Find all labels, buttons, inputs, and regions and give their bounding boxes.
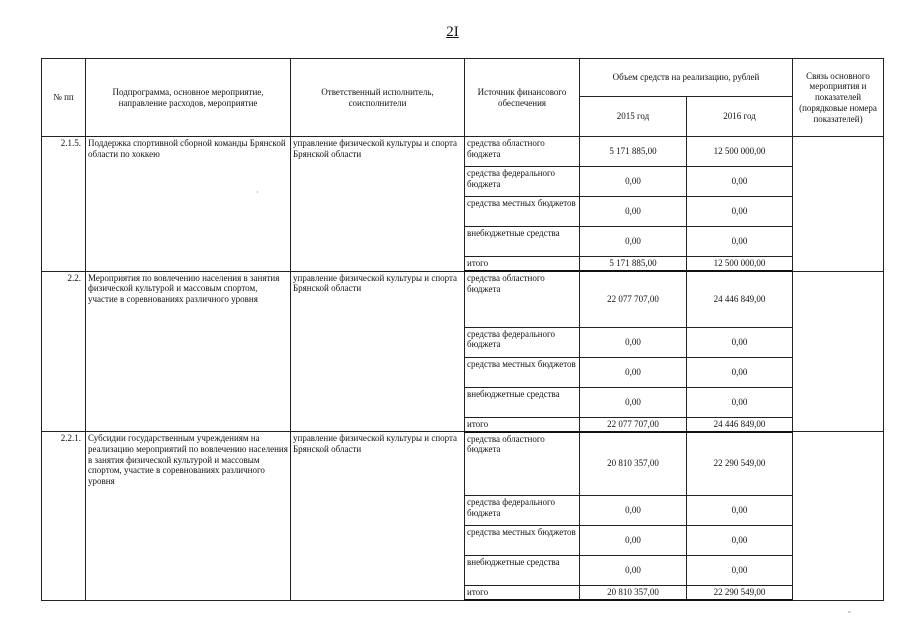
value-2015: 0,00 — [580, 556, 687, 586]
value-2016: 22 290 549,00 — [687, 432, 793, 496]
value-2016: 0,00 — [687, 327, 793, 357]
total-2016: 24 446 849,00 — [687, 417, 793, 432]
budget-table — [41, 58, 884, 601]
value-2015: 0,00 — [580, 197, 687, 227]
total-label: итого — [465, 257, 580, 272]
header-program: Подпрограмма, основное мероприятие, направление расходов, мероприятие — [86, 59, 291, 137]
total-2015: 20 810 357,00 — [580, 586, 687, 601]
source-cell: средства федерального бюджета — [465, 496, 580, 526]
value-2015: 5 171 885,00 — [580, 137, 687, 167]
total-2016: 12 500 000,00 — [687, 257, 793, 272]
value-2016: 0,00 — [687, 357, 793, 387]
executor-cell: управление физической культуры и спорта Брянской области — [291, 137, 465, 272]
row-number: 2.2. — [42, 271, 86, 432]
scan-speck: ˇ — [848, 610, 851, 619]
header-link: Связь основного мероприятия и показателей (порядковые номера показателей) — [793, 59, 884, 137]
source-cell: средства местных бюджетов — [465, 197, 580, 227]
total-2015: 5 171 885,00 — [580, 257, 687, 272]
value-2015: 0,00 — [580, 227, 687, 257]
link-cell — [793, 432, 884, 601]
value-2015: 0,00 — [580, 387, 687, 417]
page-number: 2I — [446, 24, 459, 40]
header-source: Источник финансового обеспечения — [465, 59, 580, 137]
value-2016: 0,00 — [687, 526, 793, 556]
total-2015: 22 077 707,00 — [580, 417, 687, 432]
source-cell: средства областного бюджета — [465, 271, 580, 327]
value-2016: 0,00 — [687, 197, 793, 227]
link-cell — [793, 137, 884, 272]
value-2015: 22 077 707,00 — [580, 271, 687, 327]
row-number: 2.2.1. — [42, 432, 86, 601]
value-2015: 0,00 — [580, 327, 687, 357]
scan-speck: · — [256, 188, 259, 197]
header-year-2015: 2015 год — [580, 97, 687, 137]
value-2016: 0,00 — [687, 227, 793, 257]
total-2016: 22 290 549,00 — [687, 586, 793, 601]
value-2016: 0,00 — [687, 556, 793, 586]
source-cell: средства областного бюджета — [465, 432, 580, 496]
source-cell: внебюджетные средства — [465, 227, 580, 257]
executor-cell: управление физической культуры и спорта Брянской области — [291, 432, 465, 601]
total-label: итого — [465, 417, 580, 432]
activity-title: Поддержка спортивной сборной команды Брянской области по хоккею — [86, 137, 291, 272]
value-2016: 0,00 — [687, 387, 793, 417]
header-num: № пп — [42, 59, 86, 137]
source-cell: средства местных бюджетов — [465, 357, 580, 387]
total-label: итого — [465, 586, 580, 601]
header-year-2016: 2016 год — [687, 97, 793, 137]
value-2015: 0,00 — [580, 357, 687, 387]
value-2016: 0,00 — [687, 496, 793, 526]
value-2016: 0,00 — [687, 167, 793, 197]
activity-title: Мероприятия по вовлечению населения в занятия физической культурой и массовым спортом, участие в соревнованиях различного уровня — [86, 271, 291, 432]
value-2016: 12 500 000,00 — [687, 137, 793, 167]
value-2015: 0,00 — [580, 496, 687, 526]
source-cell: средства местных бюджетов — [465, 526, 580, 556]
link-cell — [793, 271, 884, 432]
header-executor: Ответственный исполнитель, соисполнители — [291, 59, 465, 137]
source-cell: средства федерального бюджета — [465, 327, 580, 357]
executor-cell: управление физической культуры и спорта Брянской области — [291, 271, 465, 432]
source-cell: внебюджетные средства — [465, 556, 580, 586]
activity-title: Субсидии государственным учреждениям на реализацию мероприятий по вовлечению населения в занятия физической культурой и массовым спортом, участие в соревнованиях различного уровня — [86, 432, 291, 601]
row-number: 2.1.5. — [42, 137, 86, 272]
source-cell: внебюджетные средства — [465, 387, 580, 417]
value-2015: 0,00 — [580, 526, 687, 556]
value-2016: 24 446 849,00 — [687, 271, 793, 327]
value-2015: 0,00 — [580, 167, 687, 197]
source-cell: средства федерального бюджета — [465, 167, 580, 197]
header-volume: Объем средств на реализацию, рублей — [580, 59, 793, 97]
value-2015: 20 810 357,00 — [580, 432, 687, 496]
source-cell: средства областного бюджета — [465, 137, 580, 167]
